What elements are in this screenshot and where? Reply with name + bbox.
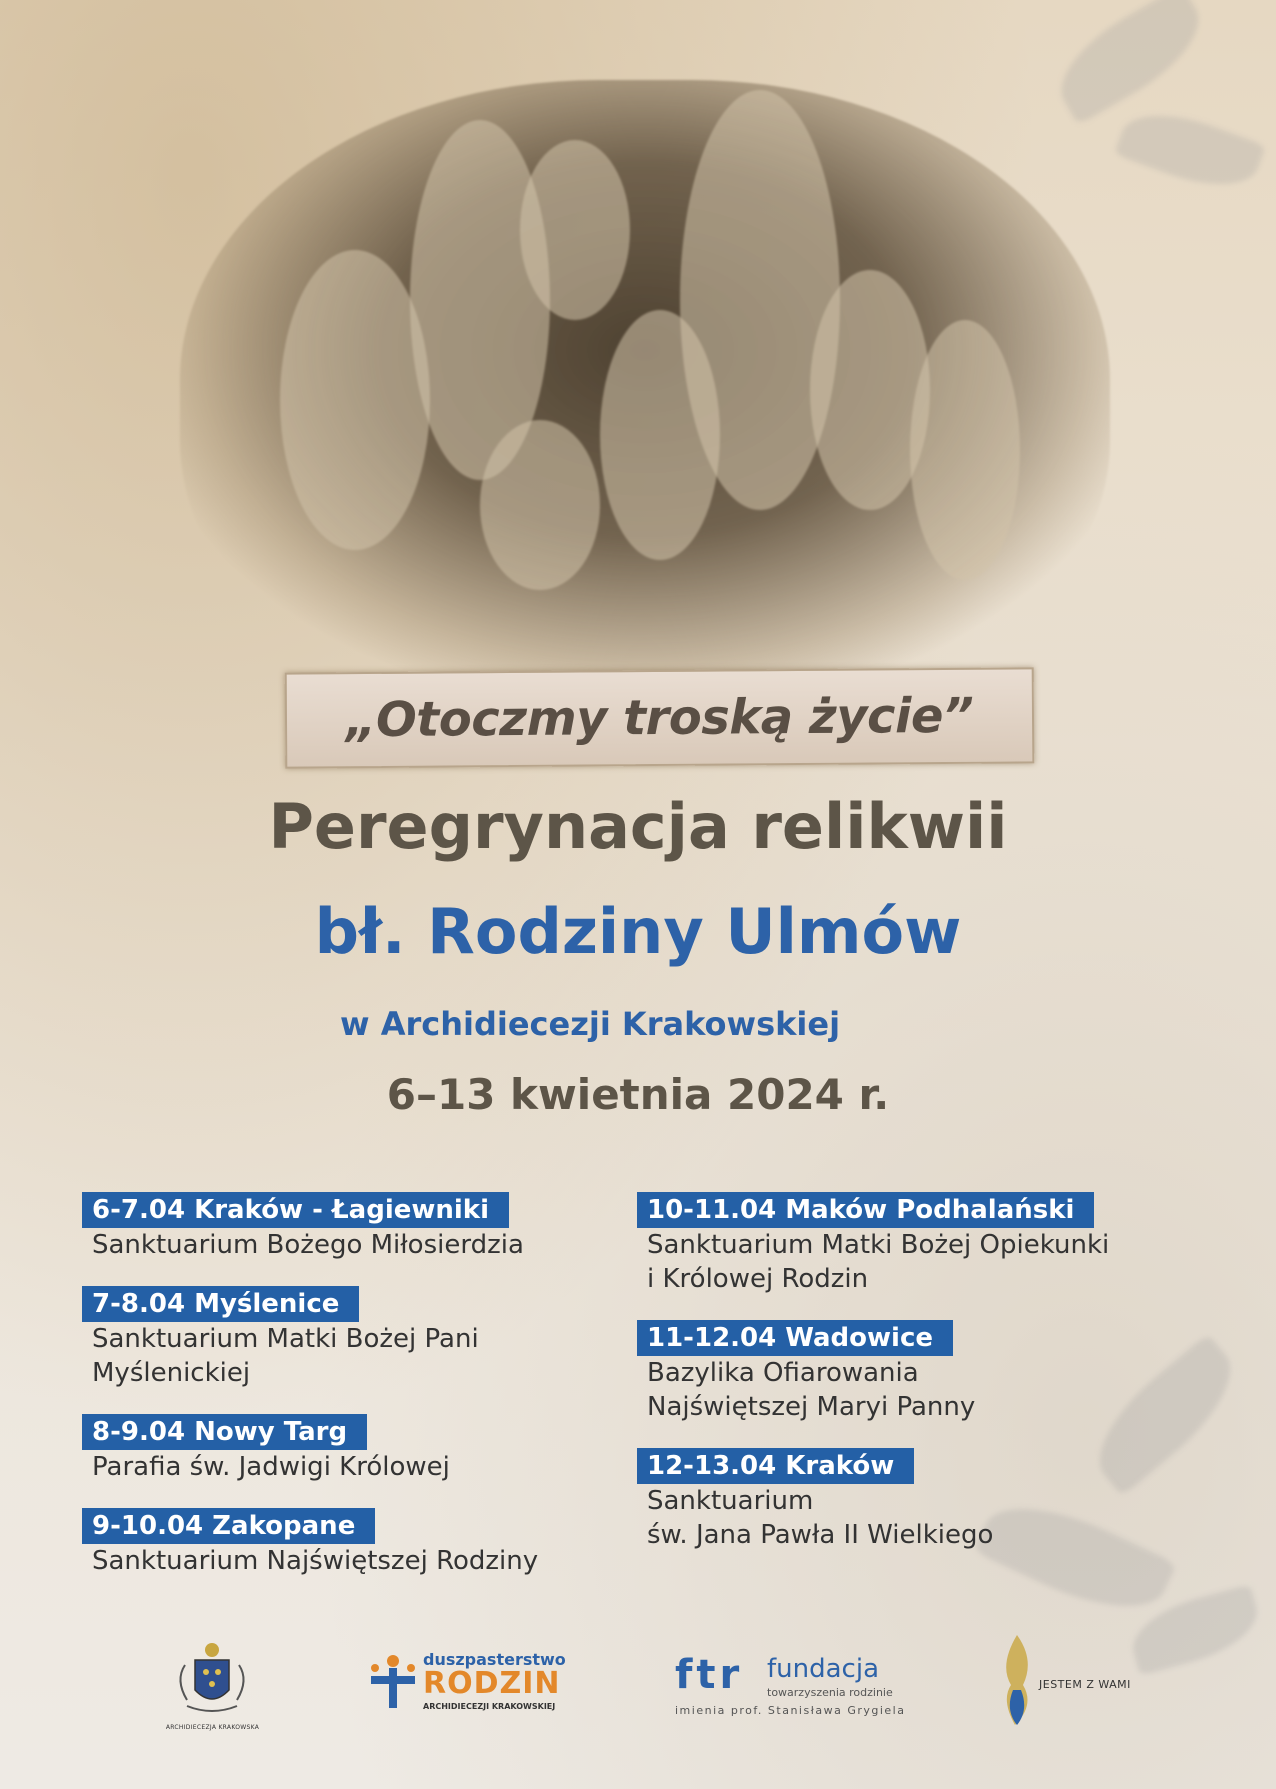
schedule-left: [82, 1192, 602, 1602]
schedule-date-tag: 7-8.04 Myślenice: [82, 1286, 359, 1322]
family-cross-icon: [365, 1652, 421, 1712]
schedule-entry: [637, 1320, 1157, 1424]
figure-girl: [280, 250, 430, 550]
schedule-entry: [637, 1192, 1157, 1296]
schedule-right: [637, 1192, 1157, 1576]
leaf-shadow: [1114, 98, 1266, 202]
jestem-z-wami-logo: [995, 1630, 1145, 1740]
dr-main-text: RODZIN: [423, 1666, 561, 1701]
schedule-place: Sanktuarium Matki Bożej Opiekunki: [647, 1230, 1110, 1260]
schedule-place: Bazylika Ofiarowania: [647, 1358, 919, 1388]
schedule-date-tag: 8-9.04 Nowy Targ: [82, 1414, 367, 1450]
schedule-place: Sanktuarium Matki Bożej Pani: [92, 1324, 479, 1354]
title-line3: w Archidiecezji Krakowskiej: [340, 1005, 841, 1043]
title-line2: bł. Rodziny Ulmów: [314, 895, 962, 968]
schedule-entry: [82, 1508, 602, 1578]
fundacja-logo: [675, 1652, 915, 1732]
schedule-entry: [82, 1192, 602, 1262]
ftr-line2: towarzyszenia rodzinie: [767, 1686, 893, 1699]
title-line1: Peregrynacja relikwii: [268, 790, 1008, 863]
schedule-place: Parafia św. Jadwigi Królowej: [92, 1452, 450, 1482]
duszpasterstwo-rodzin-logo: [365, 1650, 565, 1730]
schedule-date-tag: 12-13.04 Kraków: [637, 1448, 914, 1484]
ftr-main-text: fundacja: [767, 1654, 879, 1684]
schedule-date-tag: 9-10.04 Zakopane: [82, 1508, 375, 1544]
figure-child: [910, 320, 1020, 580]
figure-baby: [520, 140, 630, 320]
schedule-entry: [637, 1448, 1157, 1552]
event-dates: 6–13 kwietnia 2024 r.: [386, 1070, 890, 1119]
leaf-shadow: [1043, 0, 1217, 125]
coat-of-arms-icon: [165, 1640, 260, 1720]
flame-icon: [995, 1630, 1039, 1730]
schedule-date-tag: 10-11.04 Maków Podhalański: [637, 1192, 1094, 1228]
ftr-mark: ftr: [675, 1652, 744, 1698]
archdiocese-logo: [165, 1640, 260, 1735]
schedule-entry: [82, 1414, 602, 1484]
schedule-entry: [82, 1286, 602, 1390]
ftr-line3: imienia prof. Stanisława Grygiela: [675, 1704, 906, 1717]
archdiocese-label: ARCHIDIECEZJA KRAKOWSKA: [165, 1724, 260, 1731]
figure-child: [480, 420, 600, 590]
schedule-date-tag: 11-12.04 Wadowice: [637, 1320, 953, 1356]
schedule-place: Najświętszej Maryi Panny: [647, 1392, 976, 1422]
family-photo: [180, 80, 1110, 680]
schedule-place: św. Jana Pawła II Wielkiego: [647, 1520, 994, 1550]
schedule-place: Sanktuarium Najświętszej Rodziny: [92, 1546, 539, 1576]
schedule-place: Myślenickiej: [92, 1358, 251, 1388]
quote-banner: [285, 667, 1035, 768]
dr-sub-text: ARCHIDIECEZJI KRAKOWSKIEJ: [423, 1702, 556, 1711]
schedule-place: Sanktuarium: [647, 1486, 814, 1516]
schedule-date-tag: 6-7.04 Kraków - Łagiewniki: [82, 1192, 509, 1228]
schedule-place: i Królowej Rodzin: [647, 1264, 869, 1294]
figure-child: [600, 310, 720, 560]
quote-text: „Otoczmy troską życie”: [345, 687, 974, 749]
dr-top-text: duszpasterstwo: [423, 1650, 566, 1669]
logos-row: [0, 1630, 1276, 1750]
jzw-text: JESTEM Z WAMI: [1039, 1678, 1131, 1691]
schedule-place: Sanktuarium Bożego Miłosierdzia: [92, 1230, 524, 1260]
